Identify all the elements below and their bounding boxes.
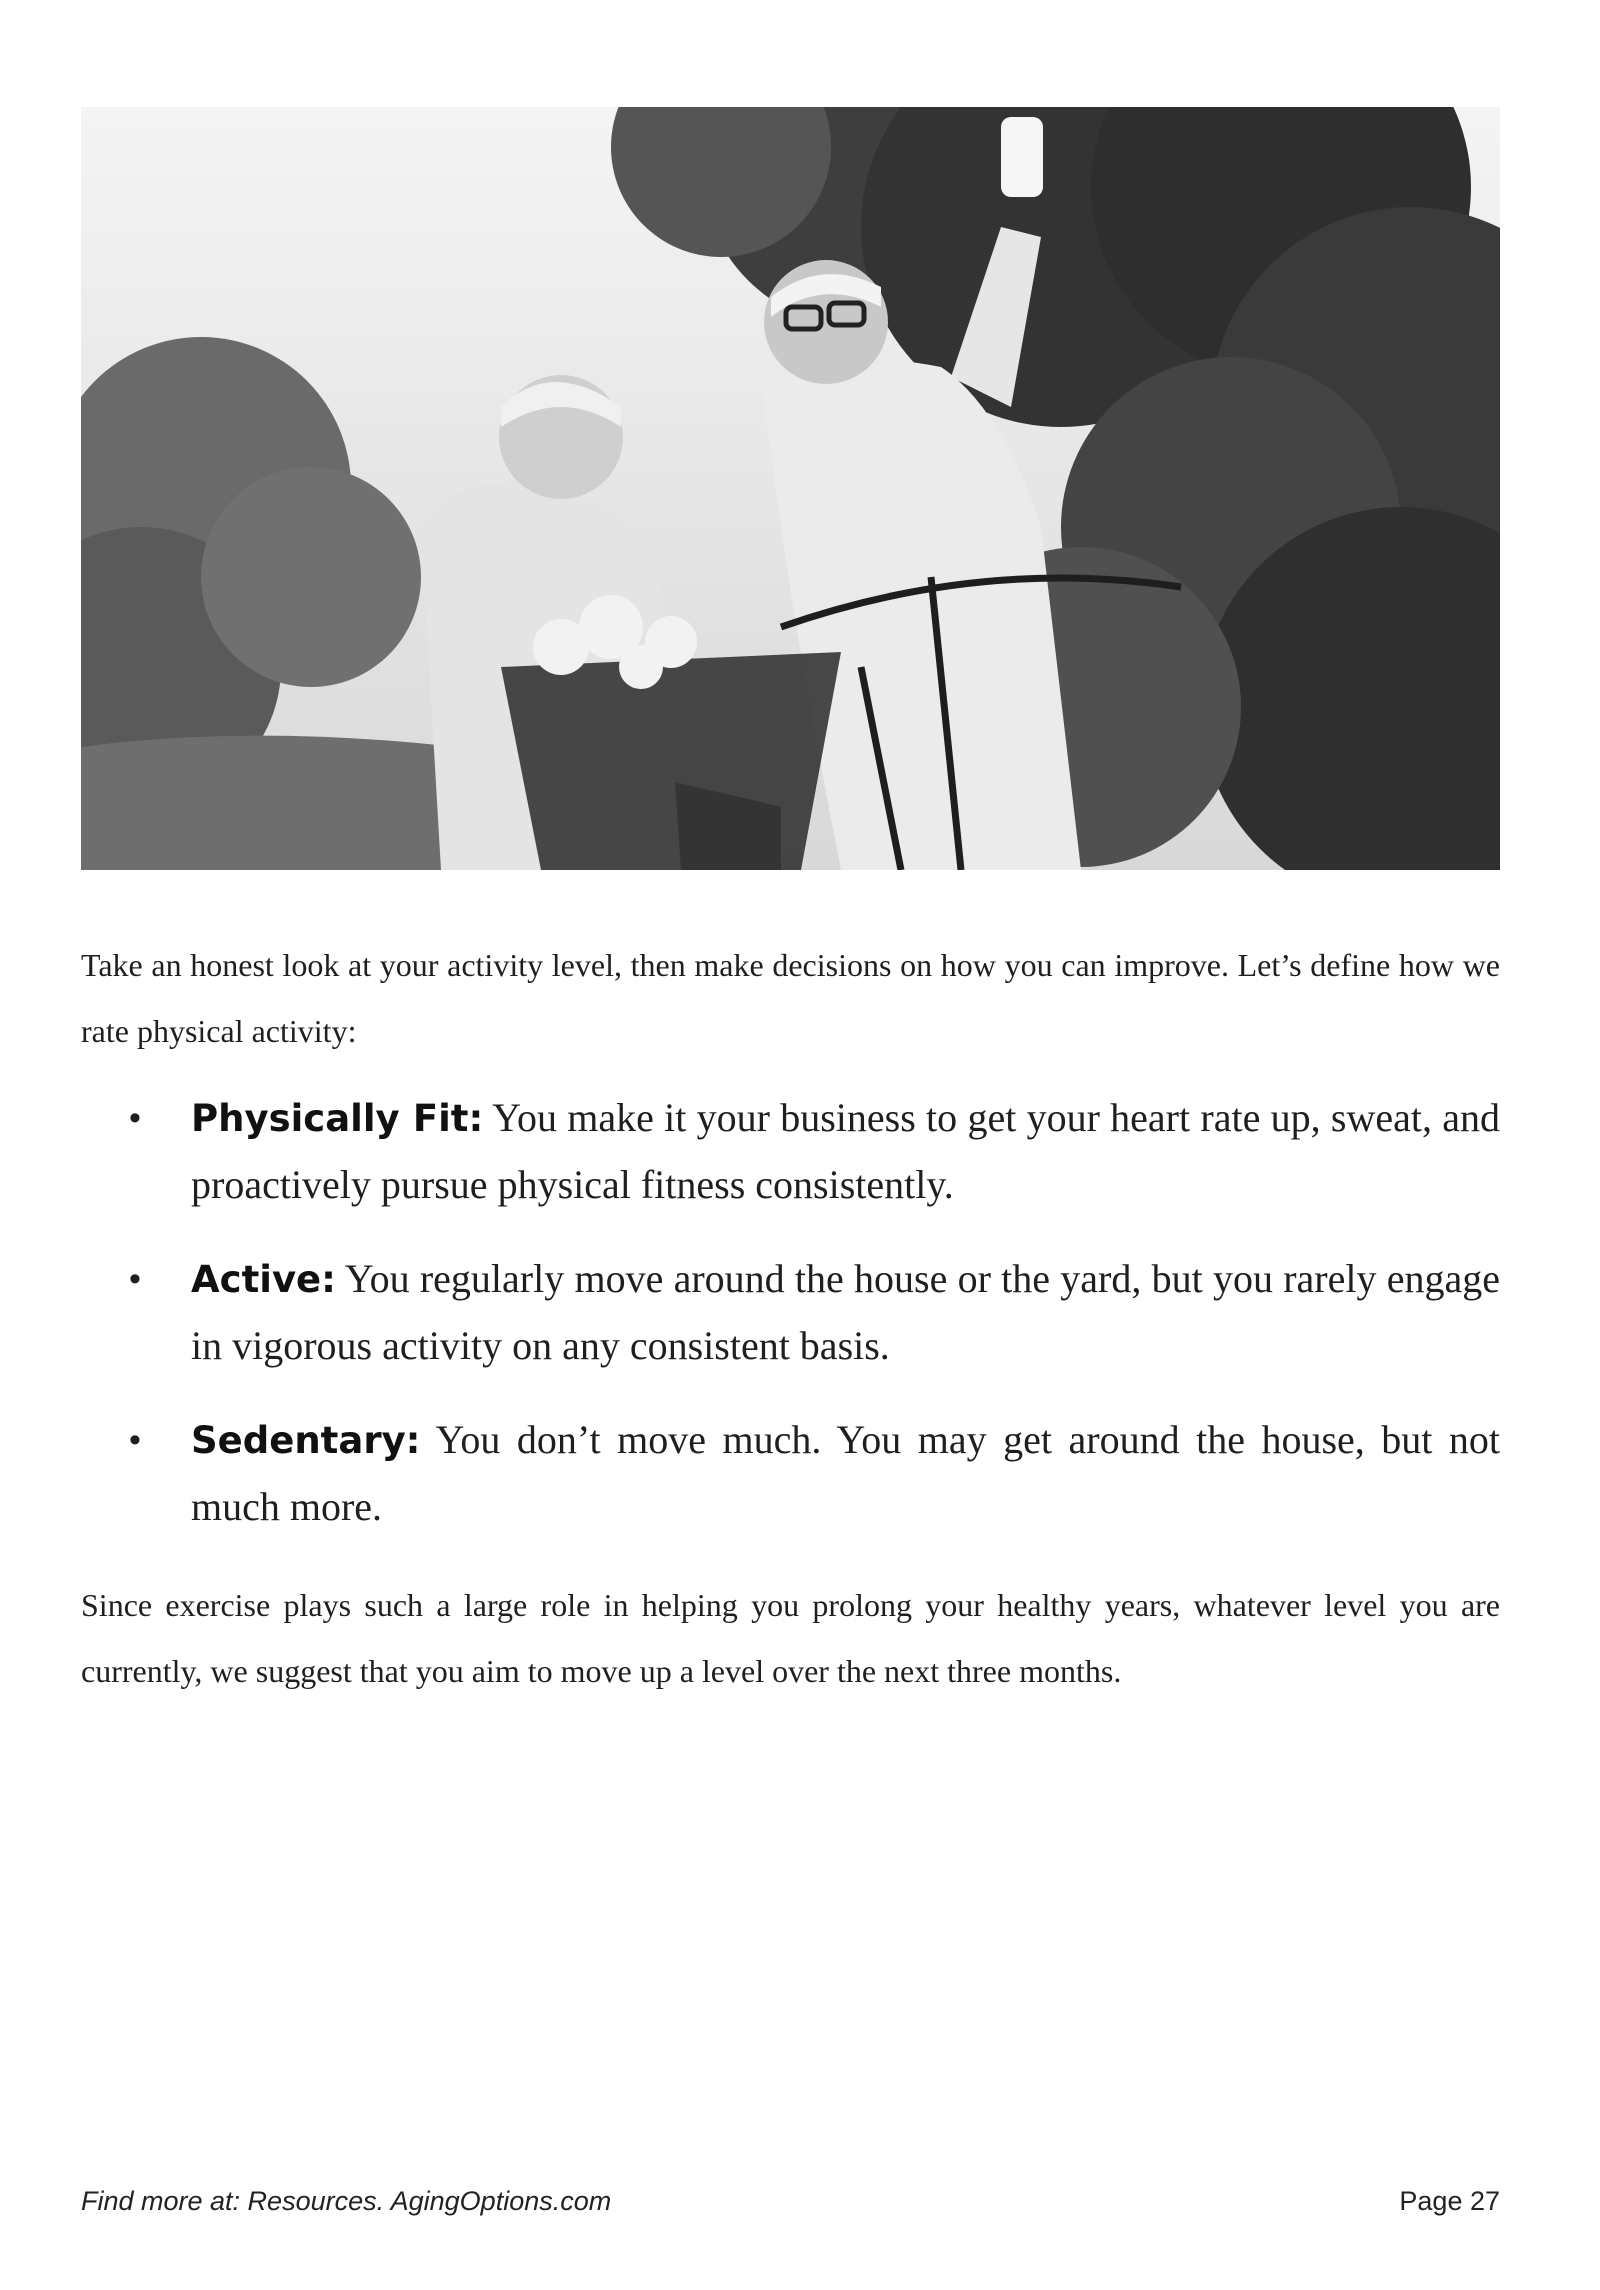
list-item — [81, 1085, 1500, 1218]
activity-levels-list — [81, 1085, 1500, 1568]
level-term: Physically Fit: — [191, 1097, 484, 1140]
bullet-icon: • — [129, 1421, 141, 1459]
page-number: Page 27 — [1399, 2186, 1500, 2216]
level-description: You make it your business to get your heart rate up, sweat, and proactively pursue physical fitness consistently. — [191, 1095, 1500, 1207]
level-description: You don’t move much. You may get around the house, but not much more. — [191, 1417, 1501, 1529]
closing-paragraph: Since exercise plays such a large role in helping you prolong your healthy years, whatever level you are currently, we suggest that you aim to move up a level over the next three months. — [81, 1587, 1500, 1689]
footer-resources-link[interactable]: Find more at: Resources. AgingOptions.com — [81, 2186, 612, 2216]
header-photo — [81, 107, 1500, 870]
level-term: Active: — [191, 1258, 336, 1301]
level-description: You regularly move around the house or the yard, but you rarely engage in vigorous activity on any consistent basis. — [191, 1256, 1500, 1368]
level-term: Sedentary: — [191, 1419, 421, 1462]
list-item — [81, 1246, 1500, 1379]
photo-couple-bicycle-selfie-icon — [81, 107, 1500, 870]
list-item — [81, 1407, 1500, 1540]
intro-paragraph: Take an honest look at your activity level, then make decisions on how you can improve. Let’s define how we rate physical activity: — [81, 947, 1500, 1049]
bullet-icon: • — [129, 1099, 141, 1137]
bullet-icon: • — [129, 1260, 141, 1298]
